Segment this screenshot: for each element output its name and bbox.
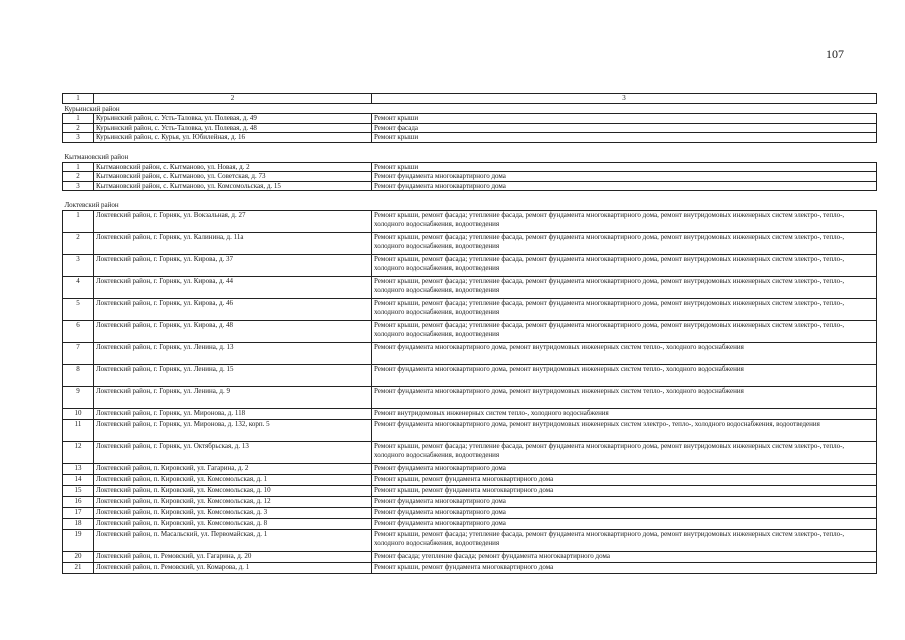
row-work: Ремонт крыши, ремонт фундамента многоквартирного дома — [372, 562, 877, 573]
renovation-table — [62, 93, 877, 574]
row-work: Ремонт крыши — [372, 114, 877, 124]
table-row — [63, 342, 877, 364]
row-work: Ремонт фундамента многоквартирного дома — [372, 496, 877, 507]
row-number: 10 — [63, 408, 94, 419]
row-number: 9 — [63, 386, 94, 408]
row-address: Локтевский район, г. Горняк, ул. Кирова, д. 46 — [94, 298, 372, 320]
row-number: 16 — [63, 496, 94, 507]
table-row — [63, 172, 877, 182]
table-row — [63, 474, 877, 485]
row-number: 14 — [63, 474, 94, 485]
table-row — [63, 364, 877, 386]
row-number: 15 — [63, 485, 94, 496]
row-number: 5 — [63, 298, 94, 320]
row-work: Ремонт крыши — [372, 133, 877, 143]
district-heading-row — [63, 103, 877, 114]
row-address: Локтевский район, п. Кировский, ул. Гагарина, д. 2 — [94, 463, 372, 474]
row-work: Ремонт фасада — [372, 123, 877, 133]
page-number: 107 — [826, 47, 844, 61]
table-row — [63, 562, 877, 573]
row-address: Локтевский район, п. Масальский, ул. Первомайская, д. 1 — [94, 529, 372, 551]
section-gap-cell — [63, 142, 877, 152]
row-number: 21 — [63, 562, 94, 573]
row-address: Локтевский район, г. Горняк, ул. Кирова, д. 48 — [94, 320, 372, 342]
table-row — [63, 408, 877, 419]
district-heading-row — [63, 152, 877, 162]
row-address: Локтевский район, г. Горняк, ул. Ленина, д. 15 — [94, 364, 372, 386]
table-row — [63, 123, 877, 133]
table-row — [63, 298, 877, 320]
table-row — [63, 386, 877, 408]
row-address: Локтевский район, г. Горняк, ул. Вокзальная, д. 27 — [94, 210, 372, 232]
row-number: 20 — [63, 551, 94, 562]
row-address: Локтевский район, п. Кировский, ул. Комсомольская, д. 12 — [94, 496, 372, 507]
table-row — [63, 496, 877, 507]
row-number: 6 — [63, 320, 94, 342]
table-row — [63, 133, 877, 143]
row-work: Ремонт крыши, ремонт фундамента многоквартирного дома — [372, 485, 877, 496]
table-row — [63, 518, 877, 529]
row-number: 12 — [63, 441, 94, 463]
row-work: Ремонт крыши, ремонт фасада; утепление фасада, ремонт фундамента многоквартирного дома, ремонт внутридомовых инженерных систем электро-, тепло-, холодного водоснабжения, водоотведения — [372, 441, 877, 463]
row-address: Локтевский район, г. Горняк, ул. Миронова, д. 132, корп. 5 — [94, 419, 372, 441]
table-row — [63, 529, 877, 551]
row-number: 1 — [63, 114, 94, 124]
row-work: Ремонт фундамента многоквартирного дома — [372, 518, 877, 529]
table-row — [63, 210, 877, 232]
row-work: Ремонт крыши, ремонт фасада; утепление фасада, ремонт фундамента многоквартирного дома, ремонт внутридомовых инженерных систем электро-, тепло-, холодного водоснабжения, водоотведения — [372, 254, 877, 276]
row-number: 18 — [63, 518, 94, 529]
row-address: Локтевский район, п. Кировский, ул. Комсомольская, д. 8 — [94, 518, 372, 529]
row-work: Ремонт крыши, ремонт фасада; утепление фасада, ремонт фундамента многоквартирного дома, ремонт внутридомовых инженерных систем электро-, тепло-, холодного водоснабжения, водоотведения — [372, 276, 877, 298]
row-number: 3 — [63, 181, 94, 191]
row-work: Ремонт крыши — [372, 162, 877, 172]
row-number: 2 — [63, 172, 94, 182]
district-heading-row — [63, 200, 877, 210]
row-number: 4 — [63, 276, 94, 298]
row-number: 3 — [63, 254, 94, 276]
row-address: Локтевский район, г. Горняк, ул. Кирова, д. 37 — [94, 254, 372, 276]
row-number: 17 — [63, 507, 94, 518]
row-address: Локтевский район, г. Горняк, ул. Октябрьская, д. 13 — [94, 441, 372, 463]
row-work: Ремонт крыши, ремонт фасада; утепление фасада, ремонт фундамента многоквартирного дома, ремонт внутридомовых инженерных систем электро-, тепло-, холодного водоснабжения, водоотведения — [372, 232, 877, 254]
row-work: Ремонт фундамента многоквартирного дома, ремонт внутридомовых инженерных систем тепло-, холодного водоснабжения — [372, 364, 877, 386]
table-header-row — [63, 94, 877, 104]
row-work: Ремонт крыши, ремонт фасада; утепление фасада, ремонт фундамента многоквартирного дома, ремонт внутридомовых инженерных систем электро-, тепло-, холодного водоснабжения, водоотведения — [372, 210, 877, 232]
district-heading: Кытмановский район — [64, 152, 129, 161]
table-row — [63, 551, 877, 562]
row-address: Курьинский район, с. Курья, ул. Юбилейная, д. 16 — [94, 133, 372, 143]
row-address: Локтевский район, г. Горняк, ул. Кирова, д. 44 — [94, 276, 372, 298]
district-heading: Локтевский район — [64, 201, 119, 210]
table-row — [63, 162, 877, 172]
row-work: Ремонт фундамента многоквартирного дома — [372, 507, 877, 518]
district-heading: Курьинский район — [64, 104, 120, 113]
section-gap — [63, 191, 877, 201]
header-cell-number: 1 — [63, 94, 94, 104]
row-address: Локтевский район, п. Ремовский, ул. Гагарина, д. 20 — [94, 551, 372, 562]
table-row — [63, 441, 877, 463]
row-number: 11 — [63, 419, 94, 441]
row-work: Ремонт крыши, ремонт фасада; утепление фасада, ремонт фундамента многоквартирного дома, ремонт внутридомовых инженерных систем электро-, тепло-, холодного водоснабжения, водоотведения — [372, 320, 877, 342]
table-row — [63, 507, 877, 518]
table-row — [63, 254, 877, 276]
row-address: Локтевский район, п. Кировский, ул. Комсомольская, д. 3 — [94, 507, 372, 518]
row-work: Ремонт внутридомовых инженерных систем тепло-, холодного водоснабжения — [372, 408, 877, 419]
row-number: 19 — [63, 529, 94, 551]
row-number: 3 — [63, 133, 94, 143]
row-address: Курьинский район, с. Усть-Таловка, ул. Полевая, д. 49 — [94, 114, 372, 124]
table-row — [63, 320, 877, 342]
table-row — [63, 276, 877, 298]
table-row — [63, 419, 877, 441]
row-address: Локтевский район, п. Кировский, ул. Комсомольская, д. 10 — [94, 485, 372, 496]
row-number: 7 — [63, 342, 94, 364]
row-address: Курьинский район, с. Усть-Таловка, ул. Полевая, д. 48 — [94, 123, 372, 133]
row-number: 1 — [63, 162, 94, 172]
row-address: Локтевский район, г. Горняк, ул. Миронова, д. 118 — [94, 408, 372, 419]
row-work: Ремонт крыши, ремонт фасада; утепление фасада, ремонт фундамента многоквартирного дома, ремонт внутридомовых инженерных систем электро-, тепло-, холодного водоснабжения, водоотведения — [372, 529, 877, 551]
row-work: Ремонт фундамента многоквартирного дома — [372, 463, 877, 474]
row-address: Кытмановский район, с. Кытманово, ул. Советская, д. 73 — [94, 172, 372, 182]
header-cell-address: 2 — [94, 94, 372, 104]
row-work: Ремонт фундамента многоквартирного дома, ремонт внутридомовых инженерных систем тепло-, холодного водоснабжения — [372, 386, 877, 408]
section-gap-cell — [63, 191, 877, 201]
row-work: Ремонт крыши, ремонт фундамента многоквартирного дома — [372, 474, 877, 485]
section-gap — [63, 142, 877, 152]
row-address: Кытмановский район, с. Кытманово, ул. Комсомольская, д. 15 — [94, 181, 372, 191]
row-work: Ремонт фундамента многоквартирного дома — [372, 172, 877, 182]
row-address: Локтевский район, г. Горняк, ул. Ленина, д. 13 — [94, 342, 372, 364]
row-work: Ремонт крыши, ремонт фасада; утепление фасада, ремонт фундамента многоквартирного дома, ремонт внутридомовых инженерных систем электро-, тепло-, холодного водоснабжения, водоотведения — [372, 298, 877, 320]
row-number: 13 — [63, 463, 94, 474]
header-cell-work: 3 — [372, 94, 877, 104]
row-number: 2 — [63, 123, 94, 133]
table-row — [63, 181, 877, 191]
row-address: Локтевский район, г. Горняк, ул. Ленина, д. 9 — [94, 386, 372, 408]
row-number: 2 — [63, 232, 94, 254]
row-work: Ремонт фундамента многоквартирного дома, ремонт внутридомовых инженерных систем электро-, тепло-, холодного водоснабжения, водоотведения — [372, 419, 877, 441]
row-address: Локтевский район, г. Горняк, ул. Калинина, д. 11а — [94, 232, 372, 254]
table-row — [63, 485, 877, 496]
row-work: Ремонт фундамента многоквартирного дома — [372, 181, 877, 191]
row-address: Локтевский район, п. Кировский, ул. Комсомольская, д. 1 — [94, 474, 372, 485]
row-number: 1 — [63, 210, 94, 232]
table-row — [63, 463, 877, 474]
table-row — [63, 232, 877, 254]
table-row — [63, 114, 877, 124]
row-work: Ремонт фундамента многоквартирного дома, ремонт внутридомовых инженерных систем тепло-, холодного водоснабжения — [372, 342, 877, 364]
row-work: Ремонт фасада; утепление фасада; ремонт фундамента многоквартирного дома — [372, 551, 877, 562]
row-number: 8 — [63, 364, 94, 386]
row-address: Локтевский район, п. Ремовский, ул. Комарова, д. 1 — [94, 562, 372, 573]
row-address: Кытмановский район, с. Кытманово, ул. Новая, д. 2 — [94, 162, 372, 172]
